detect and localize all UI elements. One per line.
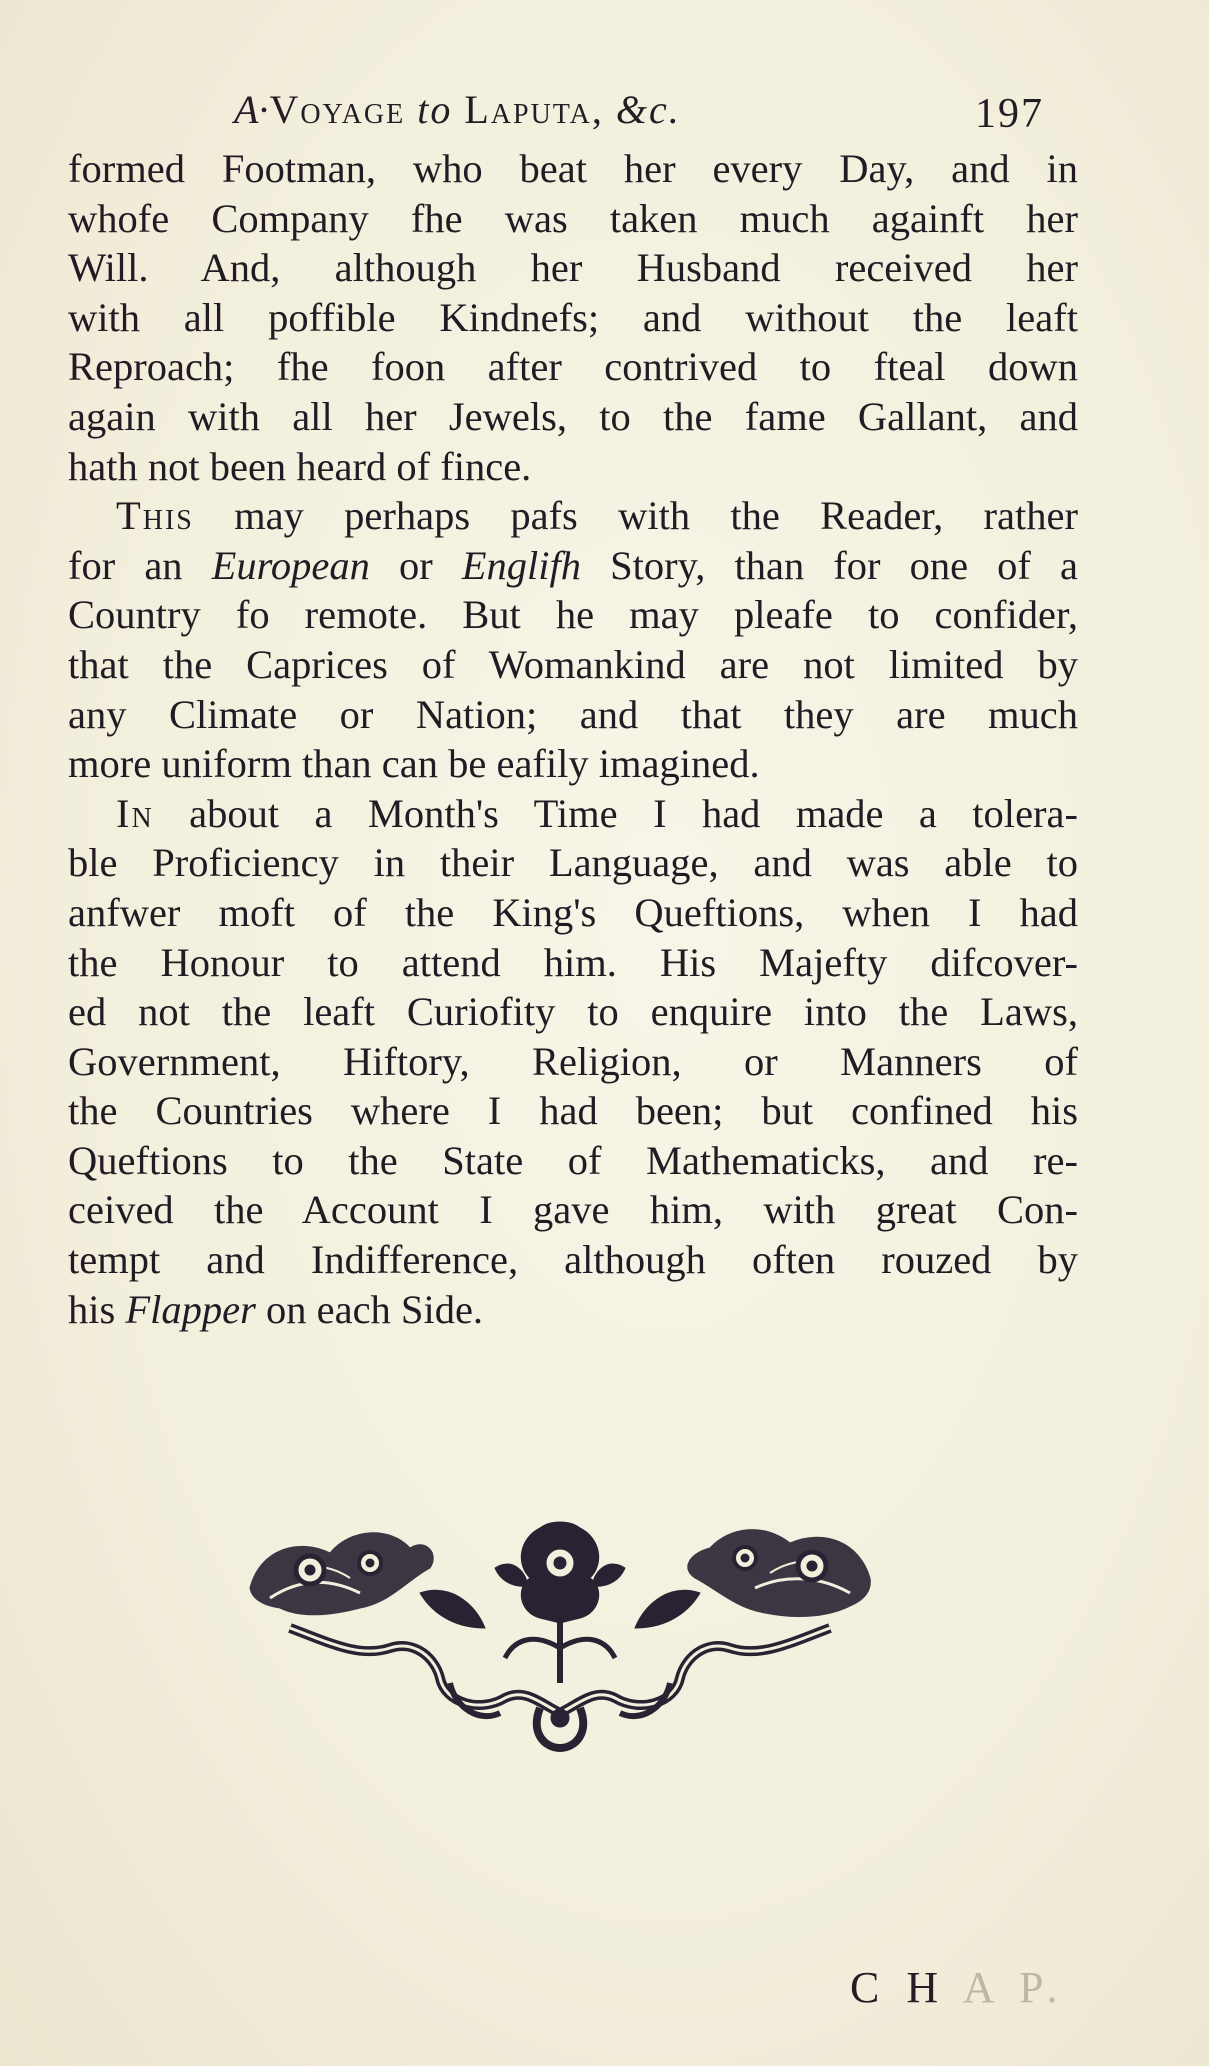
- running-title-laputa: Laputa,: [464, 87, 604, 132]
- running-title-a: A: [234, 87, 261, 132]
- paragraph-1: [68, 144, 1078, 491]
- text-line: Will. And, although her Husband received her: [68, 245, 1078, 291]
- text-line: for an European or Englifh Story, than for one of a: [68, 542, 1078, 588]
- text-line: anfwer moft of the King's Queftions, when I had: [68, 889, 1078, 935]
- text-line: any Climate or Nation; and that they are much: [68, 691, 1078, 737]
- catchword-faded: A P.: [962, 1963, 1066, 2012]
- text-line: Reproach; fhe foon after contrived to fteal down: [68, 344, 1078, 390]
- running-title-etc: &c.: [615, 87, 681, 132]
- page-number: 197: [975, 91, 1044, 137]
- text-fragment: may perhaps pafs with the Reader, rather: [193, 493, 1078, 539]
- text-line: ceived the Account I gave him, with great Con-: [68, 1187, 1078, 1233]
- text-line: with all poffible Kindnefs; and without the leaft: [68, 294, 1078, 340]
- text-line: again with all her Jewels, to the fame Gallant, and: [68, 393, 1078, 439]
- text-line: his Flapper on each Side.: [68, 1286, 484, 1332]
- text-line: formed Footman, who beat her every Day, and in: [68, 146, 1078, 191]
- italic-word: Englifh: [461, 542, 582, 588]
- text-line: the Countries where I had been; but confined his: [68, 1088, 1078, 1134]
- catchword-visible: C H: [850, 1963, 947, 2012]
- text-line: ble Proficiency in their Language, and was able to: [68, 840, 1078, 886]
- paragraph-3: [68, 789, 1078, 1335]
- running-title: A•Voyage to Laputa, &c.: [234, 87, 681, 132]
- text-line: tempt and Indifference, although often rouzed by: [68, 1237, 1078, 1283]
- italic-word: European: [211, 542, 370, 588]
- running-header: [234, 86, 1044, 136]
- text-line: [68, 491, 1078, 541]
- body-text: [68, 144, 1078, 1334]
- floral-tailpiece-ornament-icon: [240, 1508, 880, 1758]
- text-line: hath not been heard of fince.: [68, 443, 532, 489]
- text-fragment: about a Month's Time I had made a tolera-: [153, 790, 1078, 836]
- text-line: whofe Company fhe was taken much againft her: [68, 195, 1078, 241]
- catchword: [850, 1962, 1066, 2013]
- text-line: Country fo remote. But he may pleafe to confider,: [68, 592, 1078, 638]
- text-line: that the Caprices of Womankind are not limited by: [68, 641, 1078, 687]
- text-line: Government, Hiftory, Religion, or Manners of: [68, 1038, 1078, 1084]
- paragraph-2: [68, 491, 1078, 789]
- text-line: ed not the leaft Curiofity to enquire into the Laws,: [68, 989, 1078, 1035]
- text-line: more uniform than can be eafily imagined.: [68, 741, 760, 787]
- paragraph-lead-word: In: [116, 790, 154, 836]
- text-line: the Honour to attend him. His Majefty difcover-: [68, 939, 1078, 985]
- running-title-voyage: Voyage: [269, 87, 406, 132]
- text-line: Queftions to the State of Mathematicks, and re-: [68, 1137, 1078, 1183]
- paragraph-lead-word: This: [116, 493, 194, 539]
- running-title-to: to: [417, 87, 453, 132]
- italic-word: Flapper: [125, 1286, 256, 1332]
- text-line: [68, 789, 1078, 839]
